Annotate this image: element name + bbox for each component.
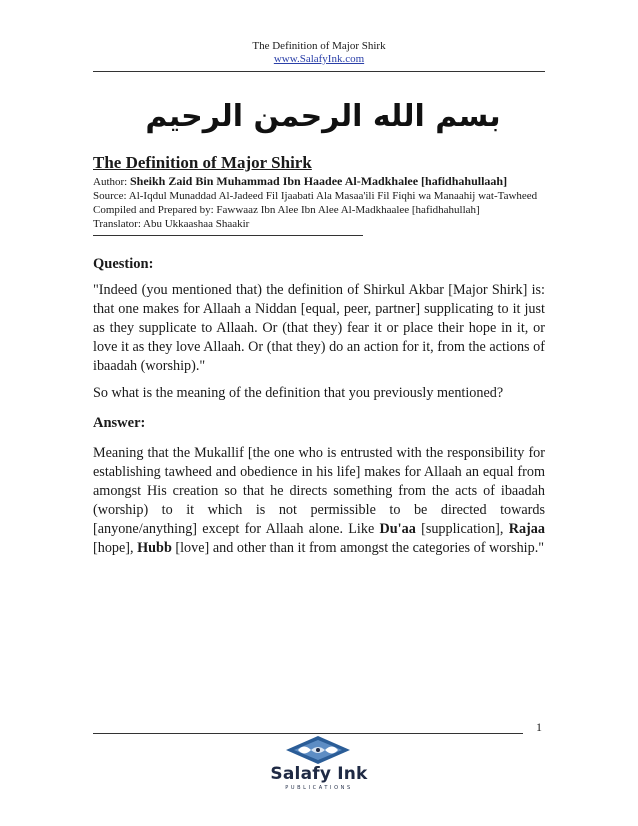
answer-segment: [love] and other than it from amongst the categories of worship." [171, 540, 545, 556]
metadata-divider [93, 235, 363, 236]
answer-segment: Meaning that the Mukallif [the one who is entrusted with the responsibility for establishing tawheed and obedience in his life] makes for Allaah an equal from amongst His creation so that he directs something from the acts of ibaadah (worship) to it which is not permissible to be directed towards [anyone/anything] except for Allaah alone. Like [93, 445, 545, 537]
salafy-ink-logo-icon [284, 735, 352, 765]
term-rajaa: Rajaa [508, 521, 545, 537]
basmala-calligraphy [145, 86, 501, 142]
question-heading: Question: [93, 256, 154, 272]
author-line [93, 174, 507, 189]
answer-segment: [hope], [93, 540, 138, 556]
answer-segment: [supplication], [415, 521, 509, 537]
term-duaa: Du'aa [379, 521, 416, 537]
question-text: "Indeed (you mentioned that) the definition of Shirkul Akbar [Major Shirk] is: that one makes for Allaah a Niddan [equal, peer, partner] supplicating to it just as they supplicate to Allaah. Or (that they) fear it or place their hope in it, or love it as they love Allaah. Or (that they) do an action for it, from the actions of ibaadah (worship)." [93, 282, 545, 374]
footer-divider [93, 733, 523, 734]
basmala-text: بسم الله الرحمن الرحيم [145, 99, 501, 134]
logo-name: Salafy Ink [270, 764, 368, 784]
author-label: Author: [93, 176, 130, 188]
compiled-line: Compiled and Prepared by: Fawwaaz Ibn Alee Ibn Alee Al-Madkhaalee [hafidhahullah] [93, 204, 480, 216]
followup-question: So what is the meaning of the definition that you previously mentioned? [93, 385, 504, 401]
author-name: Sheikh Zaid Bin Muhammad Ibn Haadee Al-Madkhalee [hafidhahullaah] [129, 174, 508, 188]
logo-subtitle: PUBLICATIONS [285, 785, 353, 791]
translator-line: Translator: Abu Ukkaashaa Shaakir [93, 218, 250, 230]
answer-text [93, 444, 545, 558]
header-title: The Definition of Major Shirk [252, 40, 386, 52]
header-url-link[interactable]: www.SalafyInk.com [273, 53, 365, 65]
header-divider [93, 71, 545, 72]
term-hubb: Hubb [137, 540, 172, 556]
page-number: 1 [536, 720, 542, 734]
document-title: The Definition of Major Shirk [93, 153, 312, 172]
source-line: Source: Al-Iqdul Munaddad Al-Jadeed Fil Ijaabati Ala Masaa'ili Fil Fiqhi wa Manaahij wat-Tawheed [93, 190, 538, 202]
answer-heading: Answer: [93, 415, 146, 431]
